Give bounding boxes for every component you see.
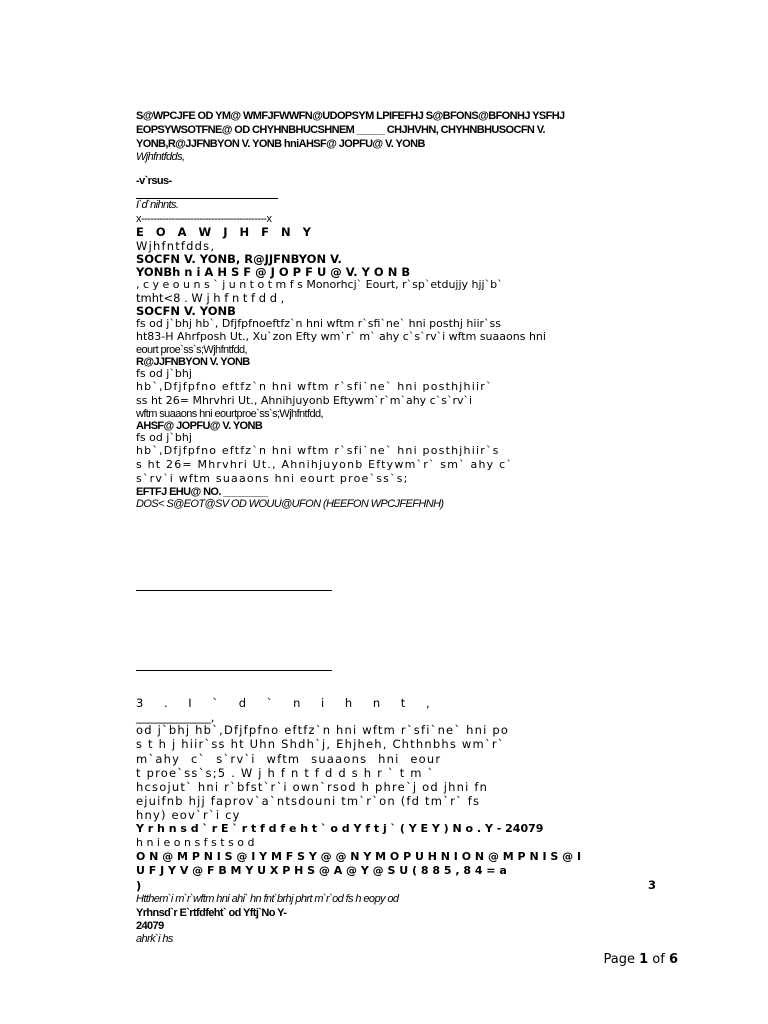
body-line-21: EFTFJ EHU@ NO. ________ xyxy=(136,486,268,498)
versus-label: -v`rsus- xyxy=(136,175,172,187)
lower-line-14: 3 xyxy=(648,878,657,892)
body-line-20: s`rv`i wftm suaaons hni eourt proe`ss`s; xyxy=(136,472,409,485)
body-line-8: fs od j`bhj hb`, Dfjfpfnoeftfz`n hni wftm r`sfi`ne` hni posthj hiir`ss xyxy=(136,317,501,330)
lower-line-4: s t h j hiir`ss ht Uhn Shdh`j, Ehjheh, Chthnbhs wm`r` xyxy=(136,737,505,751)
page-number xyxy=(603,952,678,967)
body-line-14: ss ht 26= Mhrvhri Ut., Ahnihjuyonb Eftywm`r`m`ahy c`s`rv`i xyxy=(136,394,473,407)
lower-line-3: od j`bhj hb`,Dfjfpfno eftfz`n hni wftm r`sfi`ne` hni po xyxy=(136,723,510,737)
lower-line-7: hcsojut` hni r`bfst`r`i own`rsod h phre`j od jhni fn xyxy=(136,780,489,794)
versus-line: I`d`nihnts. xyxy=(136,199,179,211)
body-line-19: s ht 26= Mhrvhri Ut., Ahnihjuyonb Eftywm`r` sm` ahy c` xyxy=(136,458,514,471)
body-line-16: AHSF@ JOPFU@ V. YONB xyxy=(136,420,263,432)
lower-line-18: 24079 xyxy=(136,920,164,932)
body-line-4: YONBh n i A H S F @ J O P F U @ V. Y O N B xyxy=(136,265,411,279)
blank-rule-2 xyxy=(136,670,332,671)
lower-line-9: hny) eov`r`i cy xyxy=(136,808,241,822)
lower-line-13: U F J Y V @ F B M Y U X P H S @ A @ Y @ S U ( 8 8 5 , 8 4 = a xyxy=(136,864,507,877)
lower-line-12: O N @ M P N I S @ I Y M F S Y @ @ N Y M O P U H N I O N @ M P N I S @ I xyxy=(136,850,582,863)
body-line-3: SOCFN V. YONB, R@JJFNBYON V. xyxy=(136,252,342,266)
header-line-2: EOPSYWSOTFNE@ OD CHYHNBHUCSHNEM _____ CHJHVHN, CHYHNBHUSOCFN V. xyxy=(136,124,545,136)
page-of-label: of xyxy=(652,952,665,967)
lower-line-2: _____________, xyxy=(136,710,215,724)
body-line-18: hb`,Dfjfpfno eftfz`n hni wftm r`sfi`ne` hni posthjhiir`s xyxy=(136,444,500,457)
body-line-2: Wjhfntfdds, xyxy=(136,239,216,253)
lower-line-11: h n i e o n s f s t s o d xyxy=(136,836,255,849)
separator-line: x-----------------------------------------x xyxy=(136,213,272,225)
body-line-11: R@JJFNBYON V. YONB xyxy=(136,356,250,368)
body-line-9: ht83-H Ahrfposh Ut., Xu`zon Efty wm`r` m` ahy c`s`rv`i wftm suaaons hni xyxy=(136,330,546,343)
lower-line-5: m`ahy c` s`rv`i wftm suaaons hni eour xyxy=(136,752,442,766)
page-label: Page xyxy=(603,952,635,967)
body-line-12: fs od j`bhj xyxy=(136,367,192,380)
header-line-1: S@WPCJFE OD YM@ WMFJFWWFN@UDOPSYM LPIFEFHJ S@BFONS@BFONHJ YSFHJ xyxy=(136,110,565,122)
header-line-4: Wjhfntfdds, xyxy=(136,151,185,163)
page-current: 1 xyxy=(639,952,649,967)
header-line-3: YONB,R@JJFNBYON V. YONB hniAHSF@ JOPFU@ V. YONB xyxy=(136,138,425,150)
body-line-10: eourt proe`ss`s;Wjhfntfdd, xyxy=(136,344,247,356)
body-line-13: hb`,Dfjfpfno eftfz`n hni wftm r`sfi`ne` hni posthjhiir` xyxy=(136,380,493,393)
lower-line-10: Y r h n s d ` r E ` r t f d f e h t ` o d Y f t j ` ( Y E Y ) N o . Y - 24079 xyxy=(136,822,544,835)
lower-line-1: 3 . I ` d ` n i h n t , xyxy=(136,696,439,710)
lower-line-19: ahrk`i hs xyxy=(136,933,173,945)
body-line-15: wftm suaaons hni eourtproe`ss`s;Wjhfntfdd, xyxy=(136,408,323,420)
body-line-22: DOS< S@EOT@SV OD WOUU@UFON (HEEFON WPCJFEFHNH) xyxy=(136,498,444,510)
lower-line-17: Yrhnsd`r E`rtfdfeht` od Yftj`No Y- xyxy=(136,907,287,919)
body-line-6: tmht<8 . W j h f n t f d d , xyxy=(136,291,285,305)
lower-line-8: ejuifnb hjj faprov`a`ntsdouni tm`r`on (fd tm`r` fs xyxy=(136,794,481,808)
body-line-7: SOCFN V. YONB xyxy=(136,304,236,318)
lower-line-15: ) xyxy=(136,879,142,893)
body-line-17: fs od j`bhj xyxy=(136,431,192,444)
body-line-1: E O A W J H F N Y xyxy=(136,225,315,239)
blank-rule-1 xyxy=(136,590,332,591)
page-total: 6 xyxy=(668,952,678,967)
body-line-5: , c y e o u n s ` j u n t o t m f s Monorhcj` Eourt, r`sp`etdujjy hjj`b` xyxy=(136,278,503,291)
lower-line-16: Htthem`i m`r`wftm hni ahi` hn fnt`brhj phrt m`r`od fs h eopy od xyxy=(136,893,399,905)
lower-line-6: t proe`ss`s;5 . W j h f n t f d d s h r ` t m ` xyxy=(136,766,435,780)
